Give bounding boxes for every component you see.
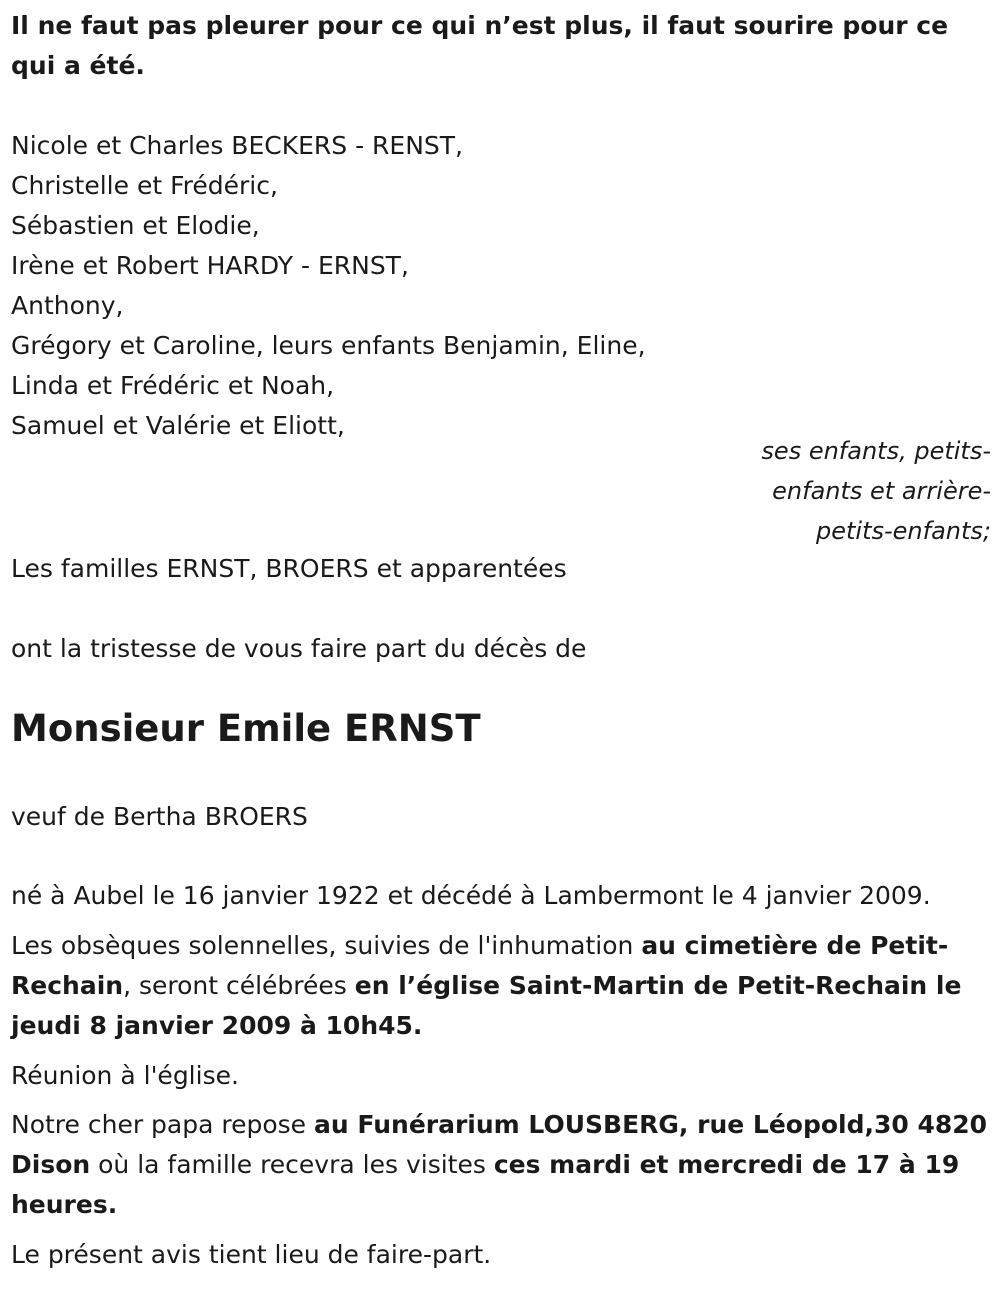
relation-text: ses enfants, petits-enfants et arrière-petits-enfants;: [761, 437, 991, 545]
funeral-ceremony-details: en l’église Saint-Martin de Petit-Rechain le jeudi 8 janvier 2009 à 10h45.: [11, 971, 962, 1040]
family-member: Anthony,: [11, 291, 124, 320]
visiting-hours: ces mardi et mercredi de 17 à 19 heures.: [11, 1150, 960, 1219]
funeral-text: , seront célébrées: [123, 971, 355, 1000]
family-member: Sébastien et Elodie,: [11, 211, 260, 240]
family-member: Nicole et Charles BECKERS - RENST,: [11, 131, 463, 160]
family-members-list: [11, 126, 646, 446]
family-member: Irène et Robert HARDY - ERNST,: [11, 251, 409, 280]
families-line: Les familles ERNST, BROERS et apparentées: [11, 554, 567, 583]
funeral-home-address: au Funérarium LOUSBERG, rue Léopold,30 4820 Dison: [11, 1110, 988, 1179]
family-member: Samuel et Valérie et Eliott,: [11, 411, 345, 440]
epigraph: Il ne faut pas pleurer pour ce qui n’est plus, il faut sourire pour ce qui a été.: [11, 11, 949, 80]
rest-text: où la famille recevra les visites: [90, 1150, 494, 1179]
funeral-text: Les obsèques solennelles, suivies de l'inhumation: [11, 931, 642, 960]
funeral-location: au cimetière de Petit-Rechain: [11, 931, 949, 1000]
family-member: Christelle et Frédéric,: [11, 171, 278, 200]
family-member: Grégory et Caroline, leurs enfants Benjamin, Eline,: [11, 331, 646, 360]
funeral-paragraph: [11, 926, 989, 1046]
rest-paragraph: [11, 1105, 989, 1225]
rest-text: Notre cher papa repose: [11, 1110, 315, 1139]
widow-of-line: veuf de Bertha BROERS: [11, 802, 308, 831]
family-member: Linda et Frédéric et Noah,: [11, 371, 335, 400]
announcement-line: ont la tristesse de vous faire part du décès de: [11, 634, 587, 663]
deceased-name: Monsieur Emile ERNST: [11, 707, 481, 750]
reunion-line: Réunion à l'église.: [11, 1061, 239, 1090]
birth-death-line: né à Aubel le 16 janvier 1922 et décédé à Lambermont le 4 janvier 2009.: [11, 881, 931, 910]
notice-line: Le présent avis tient lieu de faire-part.: [11, 1240, 492, 1269]
